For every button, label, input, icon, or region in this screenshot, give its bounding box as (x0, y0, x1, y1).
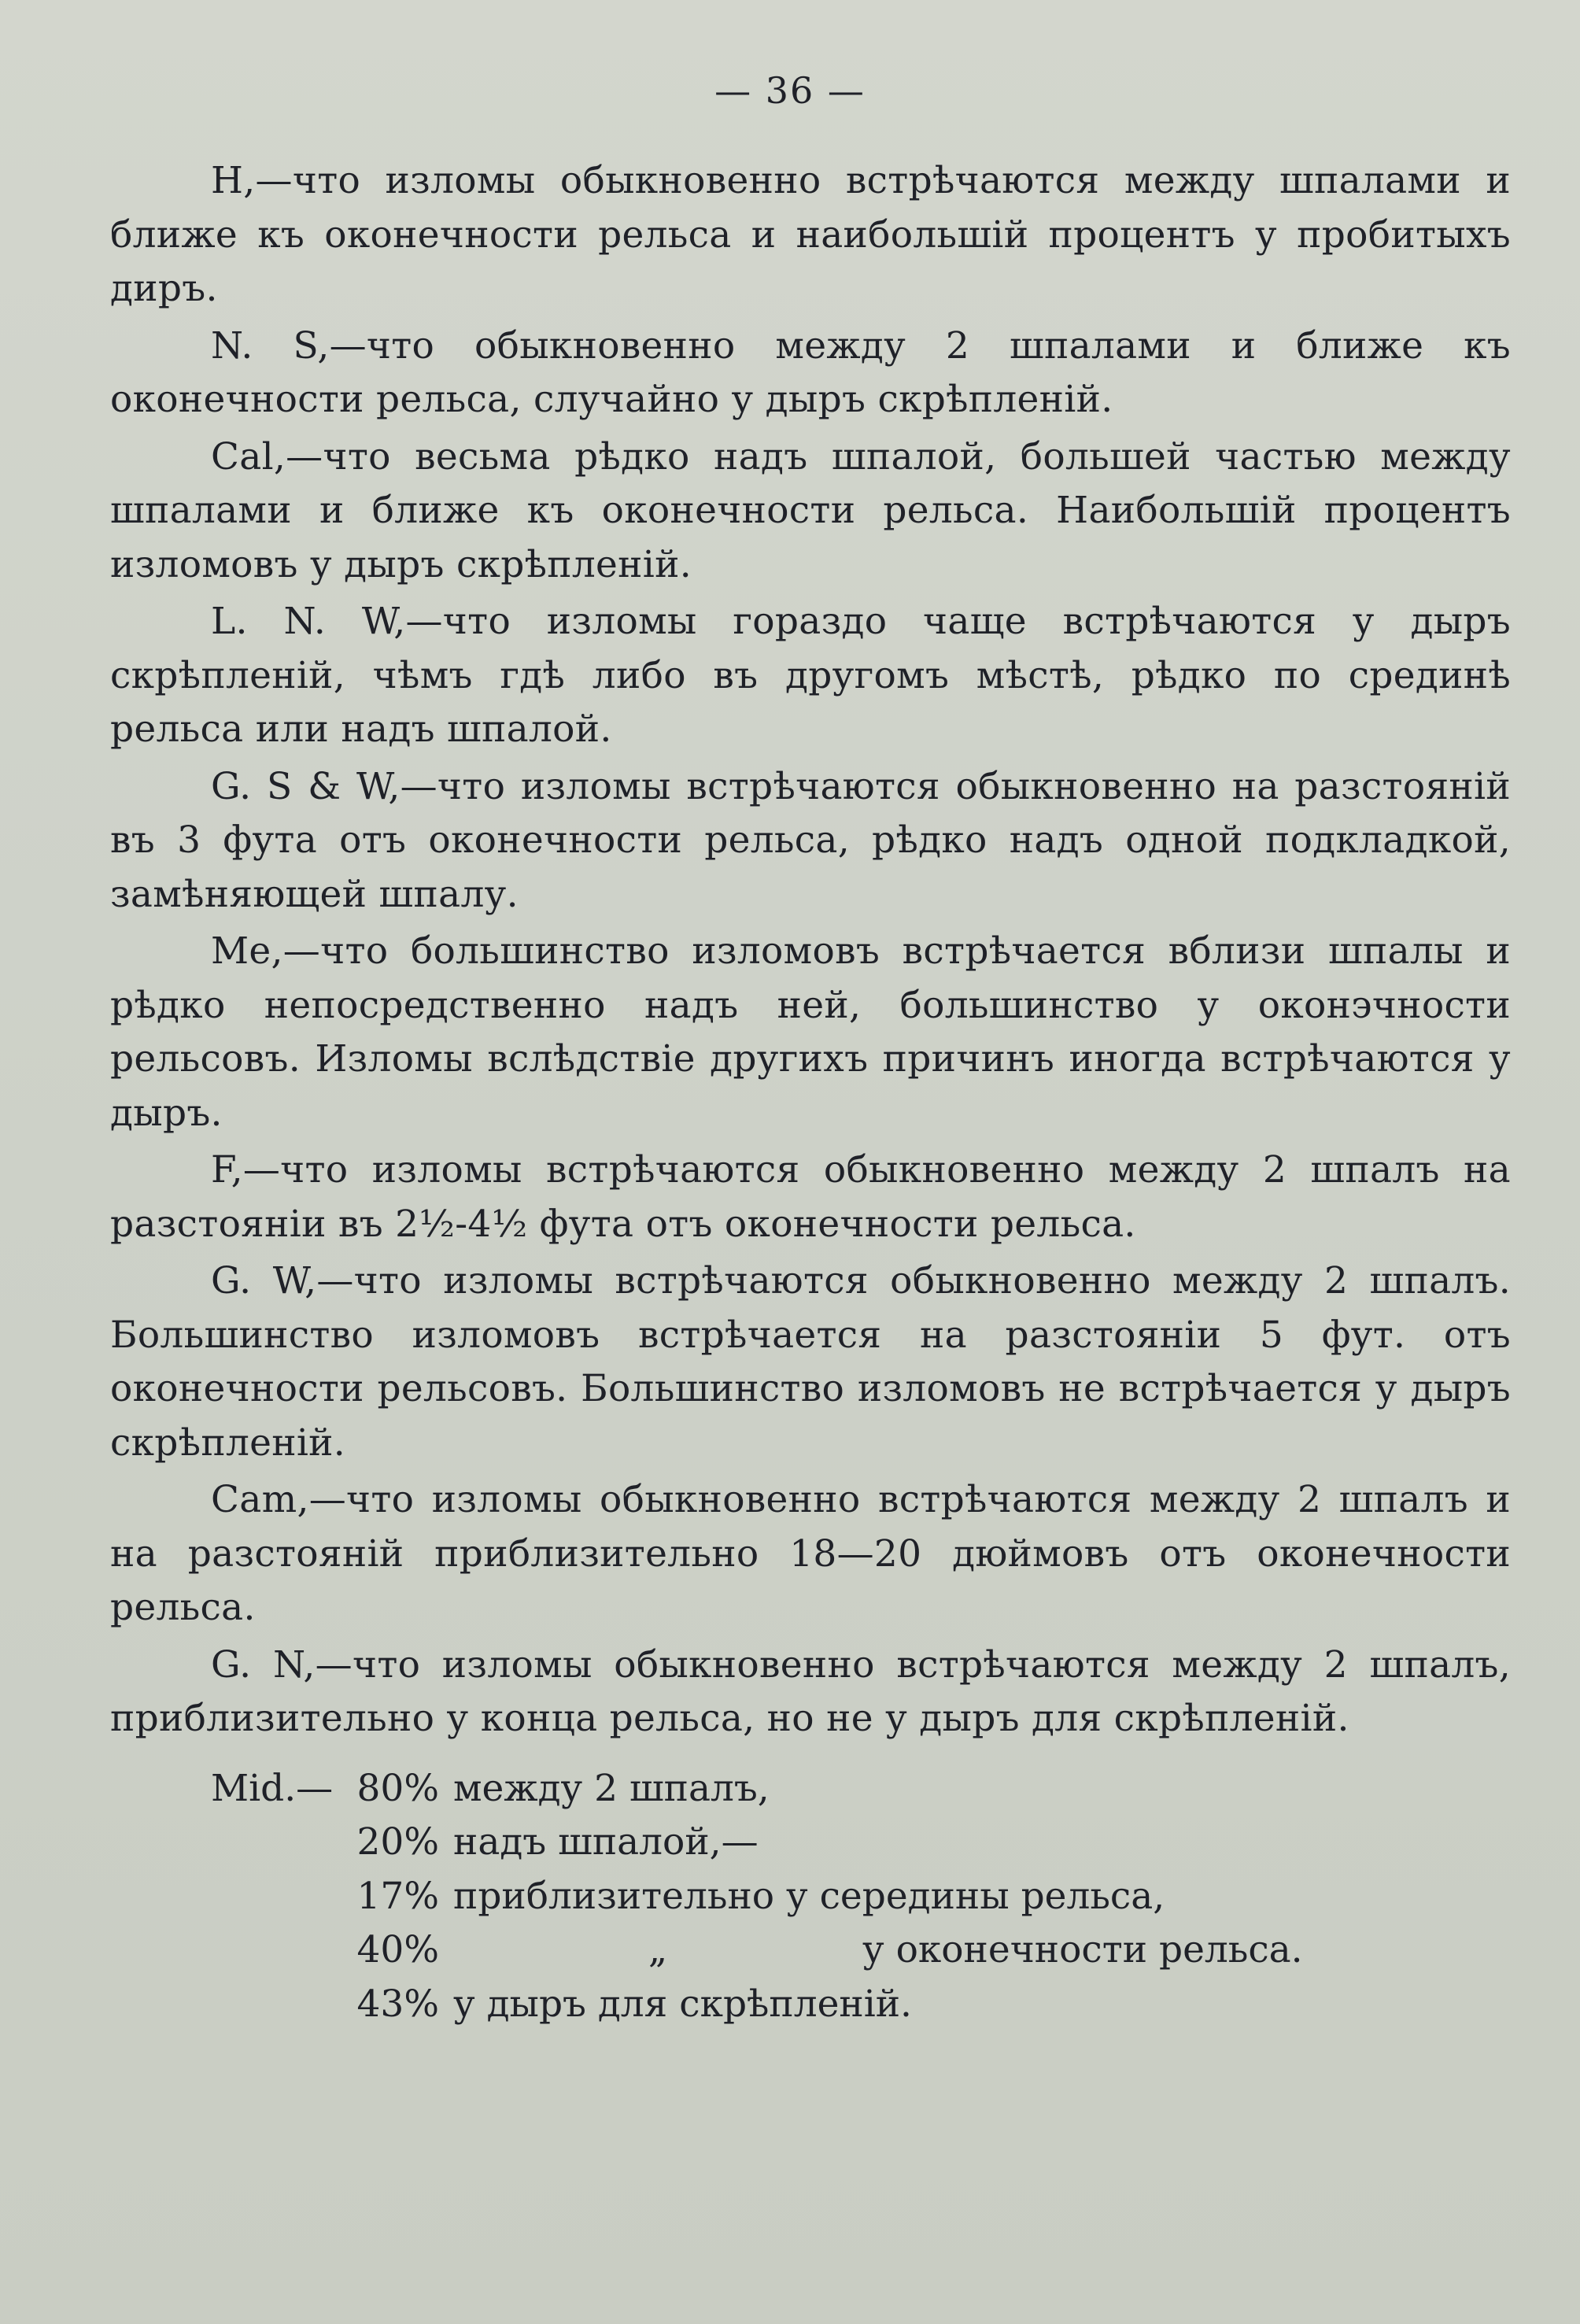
paragraph-h: H,—что изломы обыкновенно встрѣчаются между шпалами и ближе къ оконечности рельса и наибольшій процентъ у пробитыхъ диръ. (110, 159, 1511, 310)
paragraph-cal: Cal,—что весьма рѣдко надъ шпалой, большей частью между шпалами и ближе къ оконечности рельса. Наибольшій процентъ изломовъ у дыръ скрѣпленій. (110, 434, 1511, 586)
mid-row (110, 1816, 1511, 1870)
mid-key: Mid.— (211, 1766, 334, 1810)
mid-percent: 40% (356, 1928, 439, 1971)
paragraph-gw: G. W,—что изломы встрѣчаются обыкновенно между 2 шпалъ. Большинство изломовъ встрѣчается на разстояніи 5 фут. отъ оконечности рельсовъ. Большинство изломовъ не встрѣчается у дыръ скрѣпленій. (110, 1259, 1511, 1465)
mid-row (110, 1870, 1511, 1924)
mid-percent: 17% (356, 1874, 439, 1918)
mid-description-ditto (453, 1923, 1303, 1978)
mid-percent: 80% (356, 1766, 439, 1810)
paragraph-f: F,—что изломы встрѣчаются обыкновенно между 2 шпалъ на разстояніи въ 2½-4½ фута отъ оконечности рельса. (110, 1148, 1511, 1246)
mid-description: у дыръ для скрѣпленій. (453, 1982, 913, 2026)
paragraph-lnw: L. N. W,—что изломы гораздо чаще встрѣчаются у дыръ скрѣпленій, чѣмъ гдѣ либо въ другомъ мѣстѣ, рѣдко по срединѣ рельса или надъ шпалой. (110, 600, 1511, 751)
paragraph-gn: G. N,—что изломы обыкновенно встрѣчаются между 2 шпалъ, приблизительно у конца рельса, но не у дыръ для скрѣпленій. (110, 1642, 1511, 1740)
mid-statistics (110, 1762, 1511, 2032)
ditto-mark: „ (648, 1928, 668, 1971)
mid-row (110, 1923, 1511, 1978)
mid-row (110, 1762, 1511, 1816)
page-body (110, 154, 1511, 2031)
paragraph-gsw: G. S & W,—что изломы встрѣчаются обыкновенно на разстояній въ 3 фута отъ оконечности рельса, рѣдко надъ одной подкладкой, замѣняющей шпалу. (110, 764, 1511, 916)
mid-percent: 43% (356, 1982, 439, 2026)
page-number: — 36 — (714, 69, 866, 112)
mid-percent: 20% (356, 1820, 439, 1864)
mid-description: приблизительно у середины рельса, (453, 1874, 1165, 1918)
paragraph-me: Me,—что большинство изломовъ встрѣчается вблизи шпалы и рѣдко непосредственно надъ ней, большинство у оконэчности рельсовъ. Изломы вслѣдствіе другихъ причинъ иногда встрѣчаются у дыръ. (110, 929, 1511, 1135)
mid-description: между 2 шпалъ, (453, 1766, 770, 1810)
paragraph-ns: N. S,—что обыкновенно между 2 шпалами и ближе къ оконечности рельса, случайно у дыръ скрѣпленій. (110, 323, 1511, 421)
mid-row (110, 1978, 1511, 2032)
paragraph-cam: Cam,—что изломы обыкновенно встрѣчаются между 2 шпалъ и на разстояній приблизительно 18—20 дюймовъ отъ оконечности рельса. (110, 1478, 1511, 1629)
mid-description: надъ шпалой,— (453, 1820, 759, 1864)
mid-description: у оконечности рельса. (862, 1928, 1303, 1971)
